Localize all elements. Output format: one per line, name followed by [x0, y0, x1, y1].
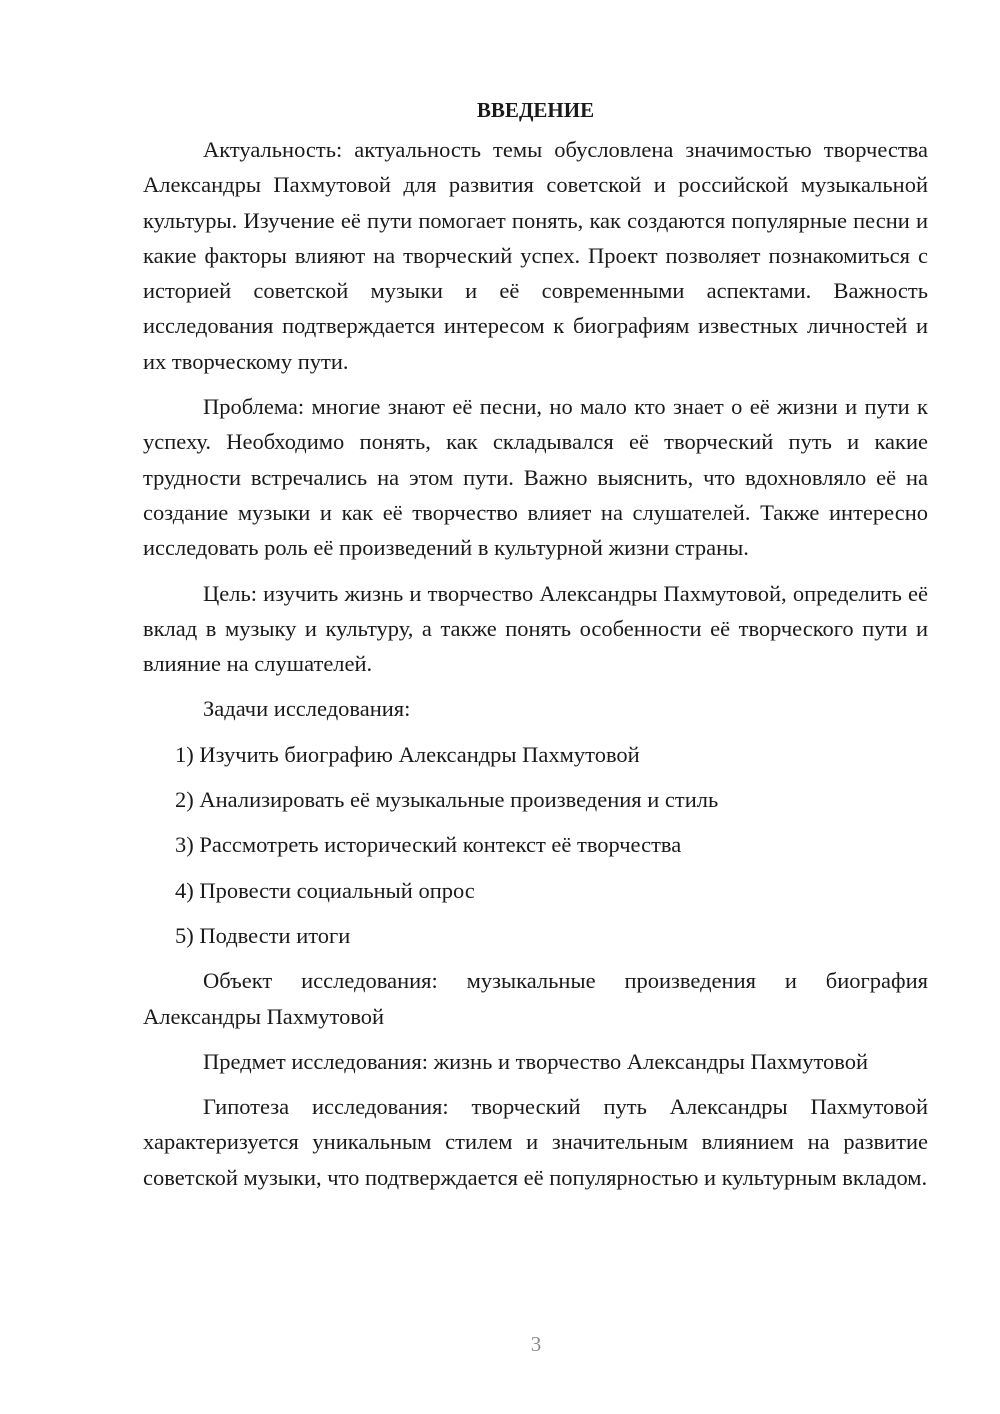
object-paragraph: Объект исследования: музыкальные произведения и биография Александры Пахмутовой [143, 968, 928, 1029]
hypothesis-paragraph: Гипотеза исследования: творческий путь Александры Пахмутовой характеризуется уникальным стилем и значительным влиянием на развитие советской музыки, что подтверждается её популярностью и культурным вкладом. [143, 1094, 928, 1190]
list-item: 1) Изучить биографию Александры Пахмутовой [175, 741, 640, 767]
relevance-paragraph: Актуальность: актуальность темы обусловлена значимостью творчества Александры Пахмутовой для развития советской и российской музыкальной культуры. Изучение её пути помогает понять, как создаются популярные песни и какие факторы влияют на творческий успех. Проект позволяет познакомиться с историей советской музыки и её современными аспектами. Важность исследования подтверждается интересом к биографиям известных личностей и их творческому пути. [143, 137, 928, 374]
list-item: 3) Рассмотреть исторический контекст её творчества [175, 832, 682, 858]
page-number: 3 [530, 1332, 542, 1356]
document-page [143, 93, 928, 1205]
tasks-title: Задачи исследования: [203, 696, 411, 722]
section-heading: ВВЕДЕНИЕ [476, 98, 595, 122]
subject-paragraph: Предмет исследования: жизнь и творчество Александры Пахмутовой [203, 1048, 868, 1074]
list-item: 2) Анализировать её музыкальные произведения и стиль [175, 787, 719, 813]
list-item: 4) Провести социальный опрос [175, 877, 475, 903]
list-item: 5) Подвести итоги [175, 922, 351, 948]
problem-paragraph: Проблема: многие знают её песни, но мало кто знает о её жизни и пути к успеху. Необходимо понять, как складывался её творческий путь и какие трудности встречались на этом пути. Важно выяснить, что вдохновляло её на создание музыки и как её творчество влияет на слушателей. Также интересно исследовать роль её произведений в культурной жизни страны. [143, 394, 928, 561]
goal-paragraph: Цель: изучить жизнь и творчество Александры Пахмутовой, определить её вклад в музыку и культуру, а также понять особенности её творческого пути и влияние на слушателей. [143, 580, 928, 677]
tasks-list [143, 737, 928, 953]
